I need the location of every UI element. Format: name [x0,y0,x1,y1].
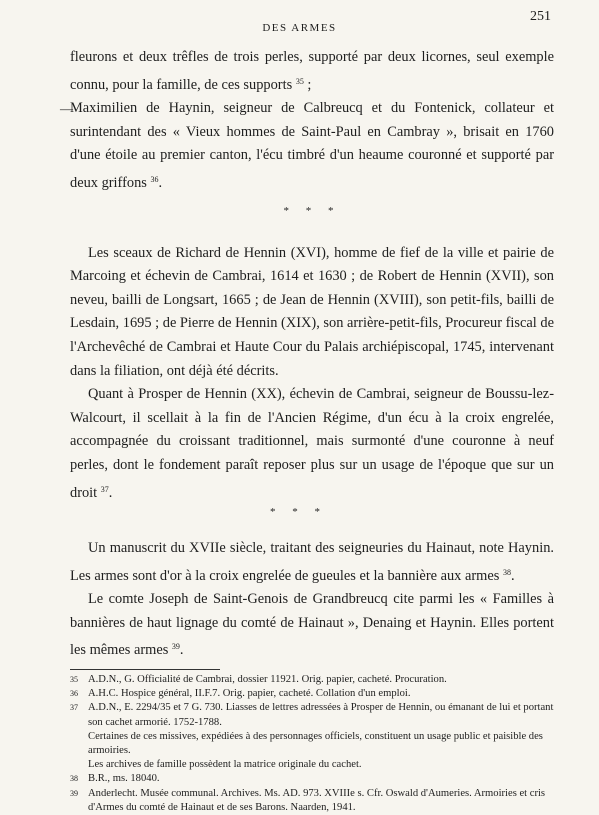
section-separator: * * * [270,506,327,519]
paragraph [70,537,554,588]
paragraph [70,46,554,97]
footnote-text: A.D.N., G. Officialité de Cambrai, dossier 11921. Orig. papier, cacheté. Procuration. [88,674,447,686]
footnote-ref[interactable]: 38 [502,567,511,577]
footnote [70,687,554,701]
footnote [70,701,554,729]
footnote [70,787,554,815]
footnote-ref[interactable]: 37 [100,484,109,494]
footnote-continuation: Certaines de ces missives, expédiées à des personnages officiels, constituent un usage public et paisible des armoiries. [88,730,543,757]
footnote-text: A.H.C. Hospice général, II.F.7. Orig. papier, cacheté. Collation d'un emploi. [88,688,411,700]
margin-mark: — [60,101,73,117]
footnote-number: 37 [70,703,78,713]
footnote-number: 35 [70,675,78,685]
section-separator: * * * [283,204,341,217]
paragraph [70,383,554,505]
footnote-ref[interactable]: 35 [295,76,304,86]
footnote-text: Anderlecht. Musée communal. Archives. Ms. AD. 973. XVIIIe s. Cfr. Oswald d'Aumeries. Armoiries et cris d'Armes du comté de Hainaut et de ses Barons. Naarden, 1941. [88,787,546,813]
paragraph-text: Maximilien de Haynin, seigneur de Calbreucq et du Fontenick, collateur et surintendant des « Vieux hommes de Saint-Paul en Cambray », brisait en 1760 d'une étoile au premier canton, l'écu timbré d'un heaume couronné et supporté par deux griffons [70,100,554,191]
punctuation: . [179,642,184,659]
paragraph-text: Les sceaux de Richard de Hennin (XVI), homme de fief de la ville et pairie de Marcoing et échevin de Cambrai, 1614 et 1630 ; de Robert de Hennin (XVII), son neveu, bailli de Longsart, 1665 ; de Jean de Hennin (XVIII), son petit-fils, bailli de Lesdain, 1695 ; de Pierre de Hennin (XIX), son arrière-petit-fils, Procureur fiscal de l'Archevêché de Cambrai et Haute Cour du Palais archiépiscopal, 1745, intervenant dans la filiation, ont déjà été décrits. [70,244,554,379]
footnote-text: B.R., ms. 18040. [88,773,160,785]
page-number: 251 [530,9,551,24]
paragraph-text: Le comte Joseph de Saint-Genois de Grandbreucq cite parmi les « Familles à bannières de haut lignage du comté de Hainaut », Denaing et Haynin. Elles portent les mêmes armes [70,591,554,659]
running-head: DES ARMES [262,22,337,34]
footnote-number: 39 [70,788,78,798]
paragraph-text: Quant à Prosper de Hennin (XX), échevin de Cambrai, seigneur de Boussu-lez-Walcourt, il scellait à la fin de l'Ancien Régime, d'un écu à la croix engrelée, accompagnée du croissant traditionnel, mais surmonté d'une couronne à neuf perles, dont le fondement paraît reposer plus sur un usage de l'époque que sur un droit [70,386,554,501]
paragraph [70,242,554,384]
footnote-number: 36 [70,689,78,699]
paragraph-text: Un manuscrit du XVIIe siècle, traitant des seigneuries du Hainaut, note Haynin. Les armes sont d'or à la croix engrelée de gueules et la bannière aux armes [70,540,554,584]
footnote-number: 38 [70,774,78,784]
footnote-ref[interactable]: 39 [171,642,180,652]
footnote [70,673,554,687]
punctuation: . [510,567,515,584]
footnotes [70,673,554,815]
body-text [60,46,554,815]
footnote-ref[interactable]: 36 [150,174,159,184]
paragraph-text: fleurons et deux trêfles de trois perles, supporté par deux licornes, seul exemple connu, pour la famille, de ces supports [70,49,554,93]
footnote-text: A.D.N., E. 2294/35 et 7 G. 730. Liasses de lettres adressées à Prosper de Hennin, ou émanant de lui et portant son cachet armorié. 1752-1788. [88,702,554,728]
footnote-continuation: Les archives de famille possèdent la matrice originale du cachet. [88,759,362,771]
paragraph: — Maximilien de Haynin, seigneur de Calbreucq et du Fontenick, collateur et surintendant des « Vieux hommes de Saint-Paul en Cambray », brisait en 1760 d'une étoile au premier canton, l'écu timbré d'un heaume couronné et supporté par deux griffons $^{36}$. [70,97,554,195]
footnote [70,772,554,786]
punctuation: ; [303,76,312,93]
footnote-rule [70,669,220,670]
punctuation: . [108,484,113,501]
paragraph [70,588,554,663]
